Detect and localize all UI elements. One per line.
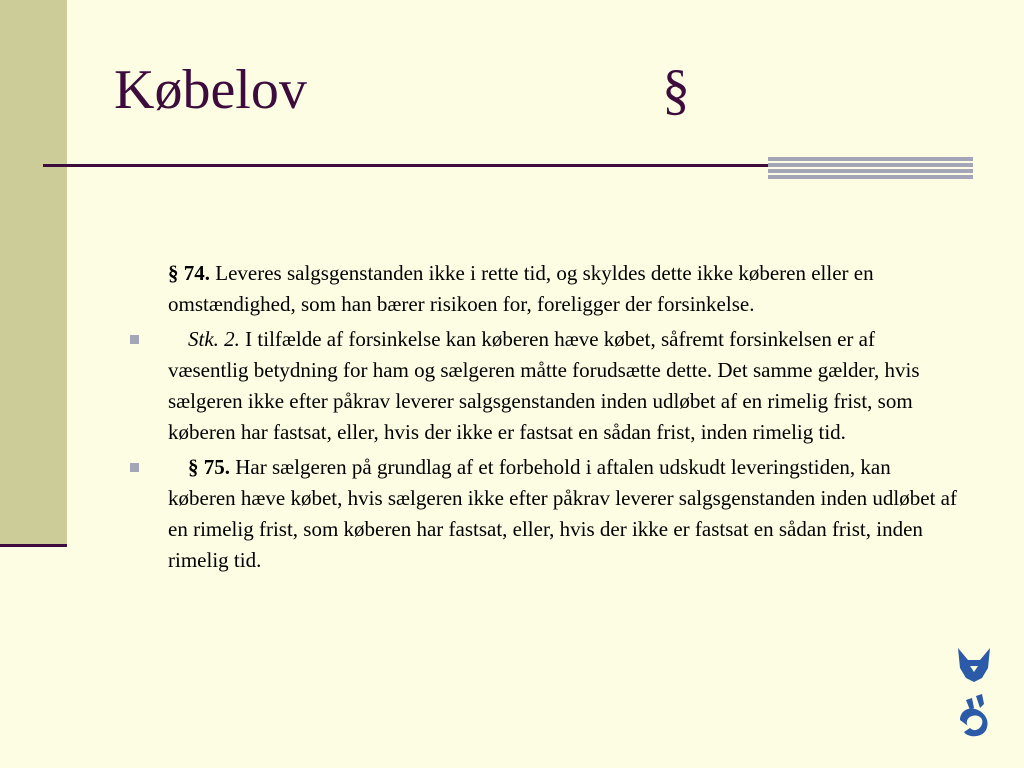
paragraph-74 bbox=[130, 258, 960, 320]
title-divider bbox=[43, 164, 773, 167]
paragraph-text: Har sælgeren på grundlag af et forbehold i aftalen udskudt leveringstiden, kan køberen hæve købet, hvis sælgeren ikke efter påkrav leverer salgsgenstanden inden udløbet af en rimelig frist, som køberen har fastsat, eller, hvis der ikke er fastsat en sådan frist, inden rimelig tid. bbox=[168, 455, 957, 572]
section-symbol: § bbox=[662, 59, 690, 121]
decorative-stripes bbox=[768, 157, 973, 179]
paragraph-stk2 bbox=[130, 324, 960, 448]
slide-title: Købelov bbox=[114, 59, 307, 121]
left-sidebar-decoration bbox=[0, 0, 67, 545]
sidebar-accent-line bbox=[0, 544, 67, 547]
fox-logo-icon bbox=[952, 642, 996, 742]
paragraph-text: Leveres salgsgenstanden ikke i rette tid, og skyldes dette ikke køberen eller en omstændighed, som han bærer risikoen for, foreligger der forsinkelse. bbox=[168, 261, 874, 316]
paragraph-text: I tilfælde af forsinkelse kan køberen hæve købet, såfremt forsinkelsen er af væsentlig betydning for ham og sælgeren måtte forudsætte dette. Det samme gælder, hvis sælgeren ikke efter påkrav leverer salgsgenstanden inden udløbet af en rimelig frist, som køberen har fastsat, eller, hvis der ikke er fastsat en sådan frist, inden rimelig tid. bbox=[168, 327, 920, 444]
square-bullet-icon bbox=[130, 335, 139, 344]
paragraph-lead: Stk. 2. bbox=[188, 327, 240, 351]
slide-body bbox=[130, 258, 960, 580]
paragraph-lead: § 75. bbox=[188, 455, 230, 479]
paragraph-75 bbox=[130, 452, 960, 576]
square-bullet-icon bbox=[130, 463, 139, 472]
paragraph-lead: § 74. bbox=[168, 261, 210, 285]
